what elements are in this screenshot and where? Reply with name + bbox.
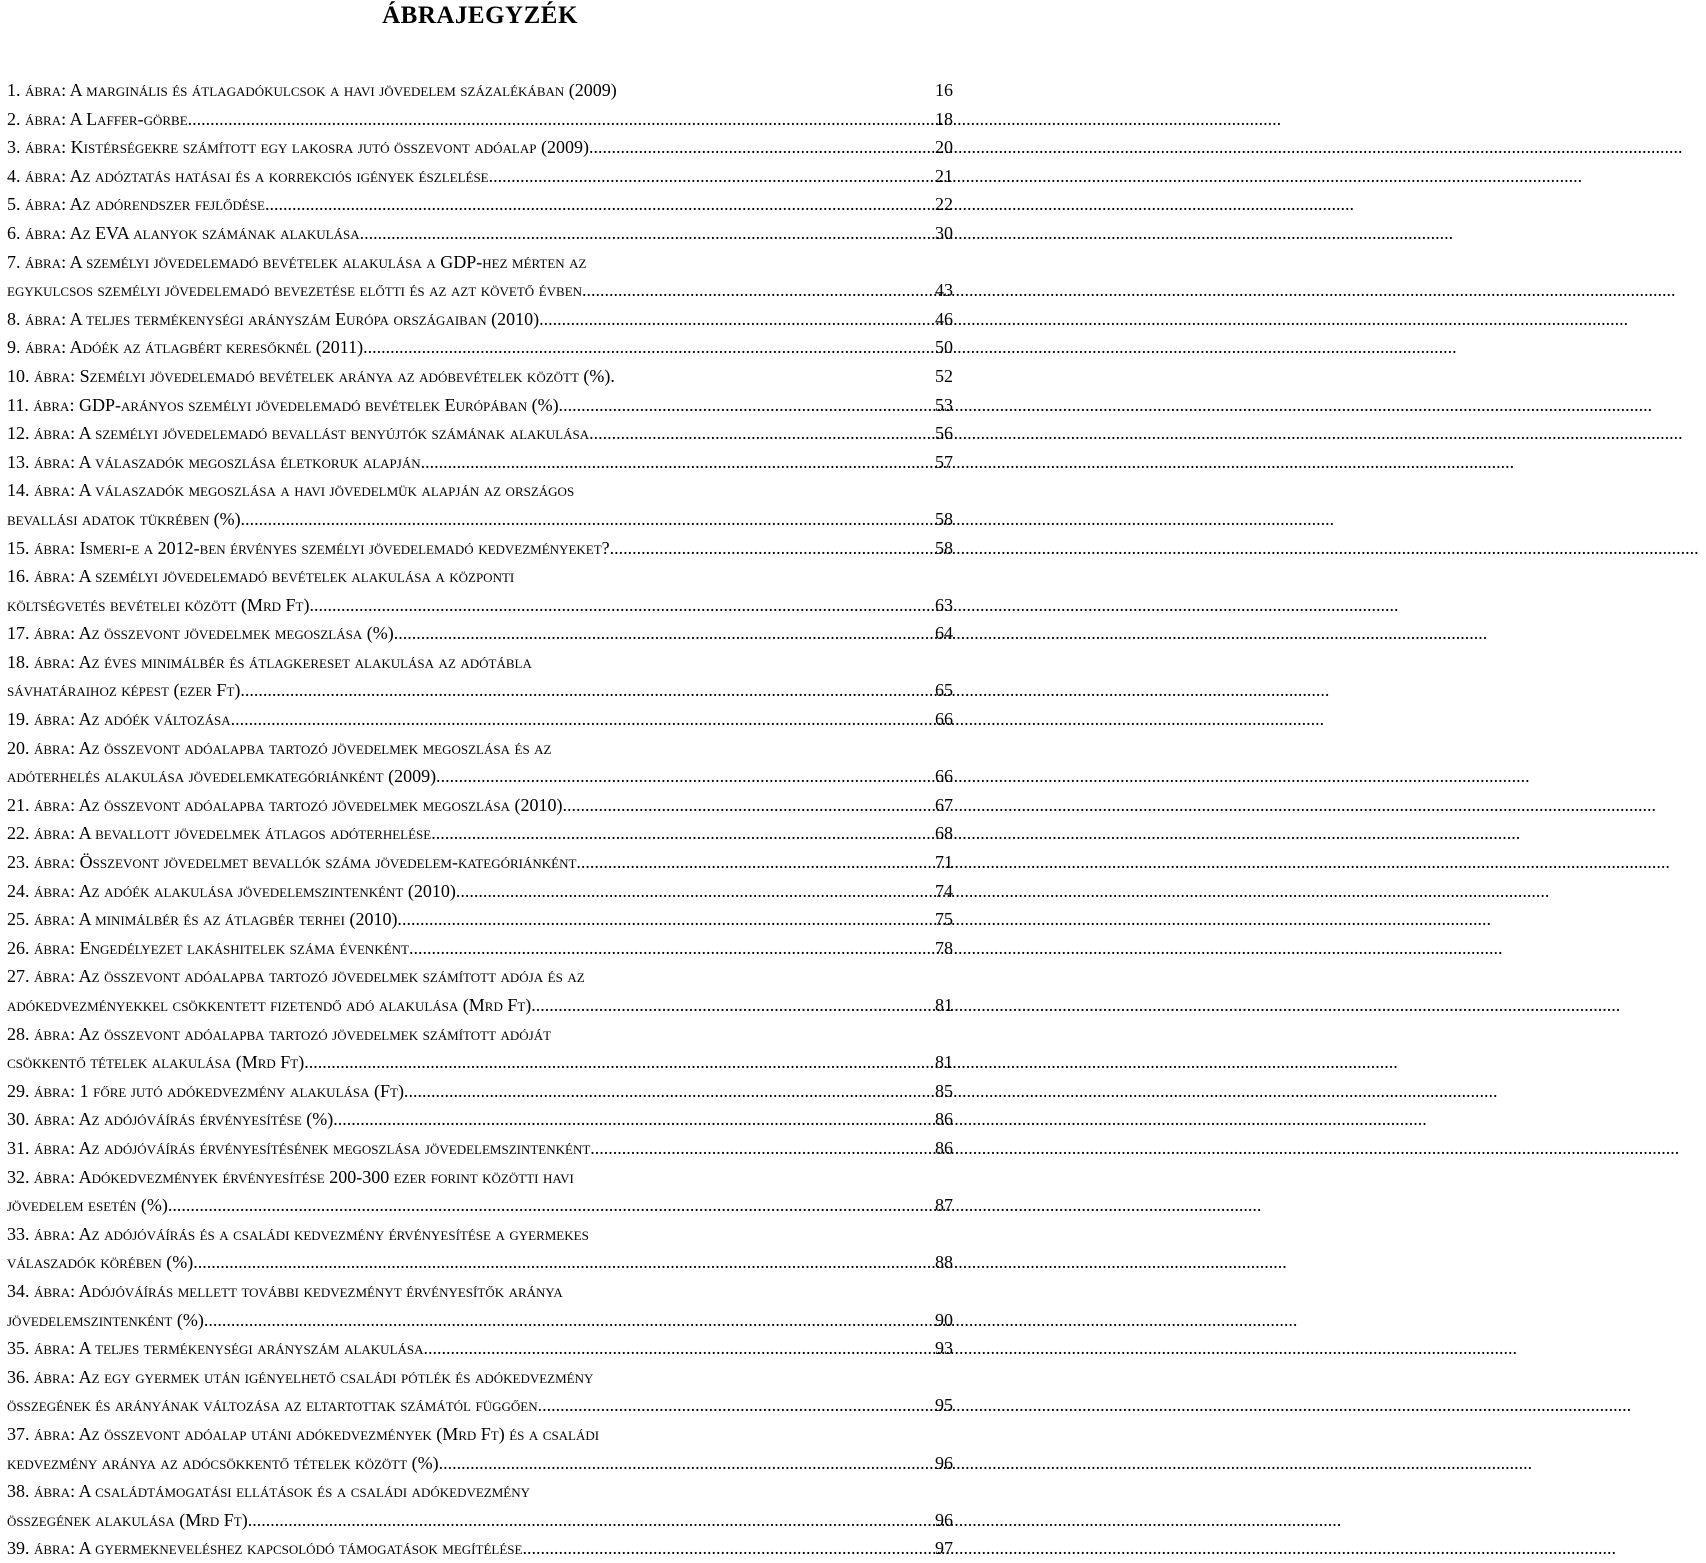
figure-entry-page-number: 65 <box>935 680 953 701</box>
dot-leader <box>425 448 933 477</box>
dot-leader <box>531 991 933 1020</box>
figure-entry-caption: 12. ábra: A személyi jövedelemadó bevallást benyújtók számának alakulása. <box>7 423 594 444</box>
figure-entry-row <box>7 1391 953 1420</box>
figure-list <box>7 76 953 1563</box>
figure-entry-caption: 1. ábra: A marginális és átlagadókulcsok a havi jövedelem százalékában (2009) <box>7 80 617 100</box>
figure-entry-caption-line1: 27. ábra: Az összevont adóalapba tartozó jövedelmek számított adója és az <box>7 966 585 987</box>
figure-entry[interactable] <box>7 76 953 105</box>
dot-leader <box>265 190 933 219</box>
figure-entry-caption: 31. ábra: Az adójóváírás érvényesítésének megoszlása jövedelemszintenként <box>7 1137 591 1158</box>
figure-entry-row <box>7 391 953 420</box>
dot-leader <box>443 1449 933 1478</box>
figure-entry-row <box>7 1449 953 1478</box>
figure-entry-caption-line1: 37. ábra: Az összevont adóalap utáni adókedvezmények (Mrd Ft) és a családi <box>7 1423 600 1444</box>
figure-entry-caption: 15. ábra: Ismeri-e a 2012-ben érvényes személyi jövedelemadó kedvezményeket? <box>7 537 610 558</box>
figure-entry-row <box>7 162 953 191</box>
figure-entry-row <box>7 1334 953 1363</box>
figure-entry-caption-line1: 18. ábra: Az éves minimálbér és átlagkereset alakulása az adótábla <box>7 651 532 672</box>
figure-entry-caption: 26. ábra: Engedélyezet lakáshitelek száma évenként. <box>7 937 414 958</box>
figure-entry-row <box>7 1134 953 1163</box>
figure-entry-caption: egykulcsos személyi jövedelemadó bevezetése előtti és az azt követő évben. <box>7 280 587 301</box>
figure-entry[interactable] <box>7 562 953 619</box>
figure-entry[interactable] <box>7 105 953 134</box>
figure-entry-row <box>7 762 953 791</box>
figure-entry-caption: 21. ábra: Az összevont adóalapba tartozó jövedelmek megoszlása (2010). <box>7 794 567 815</box>
figure-entry-caption: 9. ábra: Adóék az átlagbért keresőknél (2011). <box>7 337 368 358</box>
figure-entry-caption-line1: 14. ábra: A válaszadók megoszlása a havi jövedelmük alapján az országos <box>7 480 575 501</box>
figure-entry[interactable] <box>7 362 953 391</box>
figure-entry-caption: 13. ábra: A válaszadók megoszlása életkoruk alapján. <box>7 451 426 472</box>
figure-entry-page-number: 81 <box>935 995 953 1015</box>
dot-leader <box>198 1248 933 1277</box>
figure-entry-caption: 35. ábra: A teljes termékenységi arányszám alakulása. <box>7 1338 429 1359</box>
figure-entry[interactable] <box>7 1477 953 1534</box>
dot-leader <box>527 1534 933 1563</box>
dot-leader <box>542 1391 933 1420</box>
dot-leader <box>590 1134 933 1163</box>
figure-entry-row <box>7 133 953 162</box>
dot-leader <box>172 1191 933 1220</box>
figure-entry[interactable] <box>7 1077 953 1106</box>
figure-entry-row <box>7 448 953 477</box>
figure-entry[interactable] <box>7 705 953 734</box>
figure-entry-row <box>7 791 953 820</box>
figure-entry-row <box>7 190 953 219</box>
figure-entry-caption-line1: 38. ábra: A családtámogatási ellátások és a családi adókedvezmény <box>7 1481 531 1502</box>
figure-entry-row <box>7 591 953 620</box>
figure-entry-page-number: 18 <box>935 108 953 129</box>
dot-leader <box>581 848 933 877</box>
figure-entry-page-number: 67 <box>935 794 953 815</box>
figure-entry-caption: jövedelemszintenként (%). <box>7 1309 209 1330</box>
figure-entry-caption: 30. ábra: Az adójóváírás érvényesítése (%). <box>7 1109 338 1130</box>
dot-leader <box>309 1048 933 1077</box>
figure-entry[interactable] <box>7 734 953 791</box>
figure-entry-row <box>7 362 953 391</box>
figure-entry-page-number: 90 <box>935 1309 953 1330</box>
figure-entry-page-number: 22 <box>935 194 953 215</box>
figure-entry-row <box>7 705 953 734</box>
figure-entry[interactable] <box>7 1534 953 1563</box>
figure-entry-page-number: 88 <box>935 1252 953 1273</box>
figure-entry-caption: 25. ábra: A minimálbér és az átlagbér terhei (2010). <box>7 909 402 930</box>
dot-leader <box>368 333 933 362</box>
figure-entry[interactable] <box>7 391 953 420</box>
figure-entry-page-number: 21 <box>935 165 953 186</box>
dot-leader <box>235 705 933 734</box>
figure-entry-caption: 39. ábra: A gyermekneveléshez kapcsolódó támogatások megítélése. <box>7 1538 527 1559</box>
figure-entry-row <box>7 105 953 134</box>
dot-leader <box>208 1306 933 1335</box>
figure-entry[interactable] <box>7 162 953 191</box>
figure-entry-page-number: 20 <box>935 137 953 158</box>
figure-entry[interactable] <box>7 962 953 1019</box>
dot-leader <box>567 791 933 820</box>
figure-entry-caption: 5. ábra: Az adórendszer fejlődése <box>7 194 265 215</box>
figure-entry-caption: válaszadók körében (%). <box>7 1252 198 1273</box>
figure-entry-page-number: 43 <box>935 280 953 301</box>
figure-entry-row <box>7 419 953 448</box>
figure-entry-row <box>7 819 953 848</box>
figure-entry[interactable] <box>7 934 953 963</box>
figure-entry-page-number: 66 <box>935 709 953 730</box>
figure-entry[interactable] <box>7 1020 953 1077</box>
figure-entry-page-number: 71 <box>935 852 953 873</box>
figure-entry[interactable] <box>7 476 953 533</box>
figure-entry-caption: sávhatáraihoz képest (ezer Ft) <box>7 680 241 701</box>
figure-entry-caption: kedvezmény aránya az adócsökkentő tételek között (%). <box>7 1452 444 1473</box>
figure-entry[interactable] <box>7 1334 953 1363</box>
figure-entry[interactable] <box>7 448 953 477</box>
figure-entry-page-number: 93 <box>935 1338 953 1359</box>
figure-entry-row <box>7 1105 953 1134</box>
figure-entry-caption: 2. ábra: A Laffer-görbe. <box>7 108 193 129</box>
figure-entry-caption: csökkentő tételek alakulása (Mrd Ft). <box>7 1052 309 1073</box>
figure-entry[interactable] <box>7 1277 953 1334</box>
figure-entry-row <box>7 1248 953 1277</box>
figure-entry-caption: összegének és arányának változása az eltartottak számától függően. <box>7 1395 543 1416</box>
figure-entry-caption: jövedelem esetén (%). <box>7 1195 173 1216</box>
figure-entry-caption: bevallási adatok tükrében (%). <box>7 508 246 529</box>
figure-entry-page-number: 58 <box>935 537 953 558</box>
figure-entry-page-number: 86 <box>935 1109 953 1130</box>
figure-entry-page-number: 97 <box>935 1538 953 1559</box>
figure-entry-row <box>7 505 953 534</box>
figure-entry-caption: 11. ábra: GDP-arányos személyi jövedelemadó bevételek Európában (%). <box>7 394 564 415</box>
dot-leader <box>338 1105 933 1134</box>
dot-leader <box>460 877 933 906</box>
figure-entry[interactable] <box>7 190 953 219</box>
figure-entry-page-number: 96 <box>935 1509 953 1530</box>
figure-entry-row <box>7 333 953 362</box>
figure-entry-page-number: 63 <box>935 594 953 615</box>
figure-entry-row <box>7 305 953 334</box>
figure-entry-caption: 23. ábra: Összevont jövedelmet bevallók száma jövedelem-kategóriánként. <box>7 852 581 873</box>
dot-leader <box>428 1334 933 1363</box>
page-title: ÁBRAJEGYZÉK <box>382 2 578 29</box>
figure-entry-caption: összegének alakulása (Mrd Ft). <box>7 1509 253 1530</box>
figure-entry[interactable] <box>7 133 953 162</box>
figure-entry-row <box>7 619 953 648</box>
dot-leader <box>610 534 933 563</box>
figure-entry-caption-line1: 34. ábra: Adójóváírás mellett további kedvezményt érvényesítők aránya <box>7 1280 563 1301</box>
figure-entry-caption-line1: 20. ábra: Az összevont adóalapba tartozó jövedelmek megoszlása és az <box>7 737 552 758</box>
dot-leader <box>593 133 933 162</box>
figure-entry-page-number: 46 <box>935 308 953 329</box>
figure-entry-caption-line1: 7. ábra: A személyi jövedelemadó bevételek alakulása a GDP-hez mérten az <box>7 251 587 272</box>
dot-leader <box>252 1506 933 1535</box>
dot-leader <box>441 762 933 791</box>
figure-entry-row <box>7 1506 953 1535</box>
figure-entry-caption: adóterhelés alakulása jövedelemkategóriánként (2009). <box>7 766 441 787</box>
figure-entry-page-number: 53 <box>935 394 953 415</box>
dot-leader <box>431 819 933 848</box>
figure-entry[interactable] <box>7 619 953 648</box>
dot-leader <box>493 162 933 191</box>
figure-entry-page-number: 87 <box>935 1195 953 1216</box>
figure-entry-row <box>7 877 953 906</box>
dot-leader <box>240 676 933 705</box>
figure-entry-row <box>7 991 953 1020</box>
figure-entry[interactable] <box>7 905 953 934</box>
figure-entry[interactable] <box>7 1105 953 1134</box>
figure-entry[interactable] <box>7 791 953 820</box>
figure-entry-row <box>7 934 953 963</box>
figure-entry-row <box>7 1048 953 1077</box>
figure-entry-page-number: 81 <box>935 1052 953 1073</box>
figure-entry[interactable] <box>7 1163 953 1220</box>
figure-entry-caption: adókedvezményekkel csökkentett fizetendő adó alakulása (Mrd Ft) <box>7 995 532 1015</box>
figure-entry-caption: 29. ábra: 1 főre jutó adókedvezmény alakulása (Ft). <box>7 1080 409 1101</box>
figure-entry-row <box>7 1534 953 1563</box>
figure-entry-row <box>7 276 953 305</box>
figure-entry-page-number: 58 <box>935 508 953 529</box>
figure-entry-row <box>7 1306 953 1335</box>
figure-entry-page-number: 74 <box>935 880 953 901</box>
figure-entry[interactable] <box>7 648 953 705</box>
figure-entry-page-number: 75 <box>935 909 953 930</box>
figure-entry[interactable] <box>7 1134 953 1163</box>
figure-entry-page-number: 86 <box>935 1137 953 1158</box>
figure-entry-page-number: 85 <box>935 1080 953 1101</box>
figure-entry-caption-line1: 32. ábra: Adókedvezmények érvényesítése 200-300 ezer forint közötti havi <box>7 1166 574 1187</box>
figure-entry[interactable] <box>7 248 953 305</box>
figure-entry-page-number: 16 <box>935 80 953 100</box>
figure-entry-caption: 24. ábra: Az adóék alakulása jövedelemszintenként (2010). <box>7 880 461 901</box>
figure-entry-row <box>7 676 953 705</box>
figure-entry-row <box>7 1191 953 1220</box>
figure-entry-page-number: 96 <box>935 1452 953 1473</box>
dot-leader <box>563 391 933 420</box>
dot-leader <box>594 419 933 448</box>
dot-leader <box>310 591 934 620</box>
figure-entry-page-number: 52 <box>935 365 953 386</box>
dot-leader <box>539 305 933 334</box>
figure-entry[interactable] <box>7 333 953 362</box>
figure-entry-caption: 3. ábra: Kistérségekre számított egy lakosra jutó összevont adóalap (2009). <box>7 137 594 158</box>
figure-entry-caption-line1: 36. ábra: Az egy gyermek után igényelhető családi pótlék és adókedvezmény <box>7 1366 594 1387</box>
dot-leader <box>587 276 933 305</box>
figure-entry-page-number: 78 <box>935 937 953 958</box>
dot-leader <box>413 934 933 963</box>
figure-entry-caption: 10. ábra: Személyi jövedelemadó bevételek aránya az adóbevételek között (%). <box>7 365 615 386</box>
dot-leader <box>364 219 933 248</box>
figure-entry-caption: 6. ábra: Az EVA alanyok számának alakulása. <box>7 222 365 243</box>
figure-entry-row <box>7 905 953 934</box>
figure-entry[interactable] <box>7 419 953 448</box>
figure-entry-page-number: 64 <box>935 623 953 644</box>
dot-leader <box>398 619 933 648</box>
figure-entry[interactable] <box>7 877 953 906</box>
figure-entry[interactable] <box>7 219 953 248</box>
dot-leader <box>245 505 933 534</box>
figure-entry[interactable] <box>7 819 953 848</box>
figure-entry-page-number: 56 <box>935 423 953 444</box>
figure-entry[interactable] <box>7 305 953 334</box>
figure-entry-row <box>7 534 953 563</box>
figure-entry-caption: 17. ábra: Az összevont jövedelmek megoszlása (%). <box>7 623 399 644</box>
figure-entry-caption-line1: 16. ábra: A személyi jövedelemadó bevételek alakulása a központi <box>7 566 515 587</box>
dot-leader <box>408 1077 933 1106</box>
figure-entry-caption: 22. ábra: A bevallott jövedelmek átlagos adóterhelése <box>7 823 432 844</box>
figure-entry-page-number: 30 <box>935 222 953 243</box>
dot-leader <box>402 905 933 934</box>
figure-entry-row <box>7 76 953 105</box>
figure-entry[interactable] <box>7 848 953 877</box>
figure-entry[interactable] <box>7 1363 953 1420</box>
figure-entry-row <box>7 848 953 877</box>
figure-entry-page-number: 66 <box>935 766 953 787</box>
figure-entry-caption: 8. ábra: A teljes termékenységi arányszám Európa országaiban (2010) <box>7 308 540 329</box>
figure-entry[interactable] <box>7 1220 953 1277</box>
figure-entry-caption: költségvetés bevételei között (Mrd Ft) <box>7 594 310 615</box>
figure-entry-row <box>7 219 953 248</box>
figure-entry-caption-line1: 28. ábra: Az összevont adóalapba tartozó jövedelmek számított adóját <box>7 1023 552 1044</box>
figure-entry[interactable] <box>7 1420 953 1477</box>
figure-entry-page-number: 68 <box>935 823 953 844</box>
figure-entry-page-number: 57 <box>935 451 953 472</box>
figure-entry-caption-line1: 33. ábra: Az adójóváírás és a családi kedvezmény érvényesítése a gyermekes <box>7 1223 589 1244</box>
dot-leader <box>192 105 933 134</box>
figure-entry-row <box>7 1077 953 1106</box>
figure-entry-page-number: 50 <box>935 337 953 358</box>
figure-entry[interactable] <box>7 534 953 563</box>
figure-entry-caption: 4. ábra: Az adóztatás hatásai és a korrekciós igények észlelése. <box>7 165 494 186</box>
figure-entry-page-number: 95 <box>935 1395 953 1416</box>
figure-entry-caption: 19. ábra: Az adóék változása. <box>7 709 236 730</box>
